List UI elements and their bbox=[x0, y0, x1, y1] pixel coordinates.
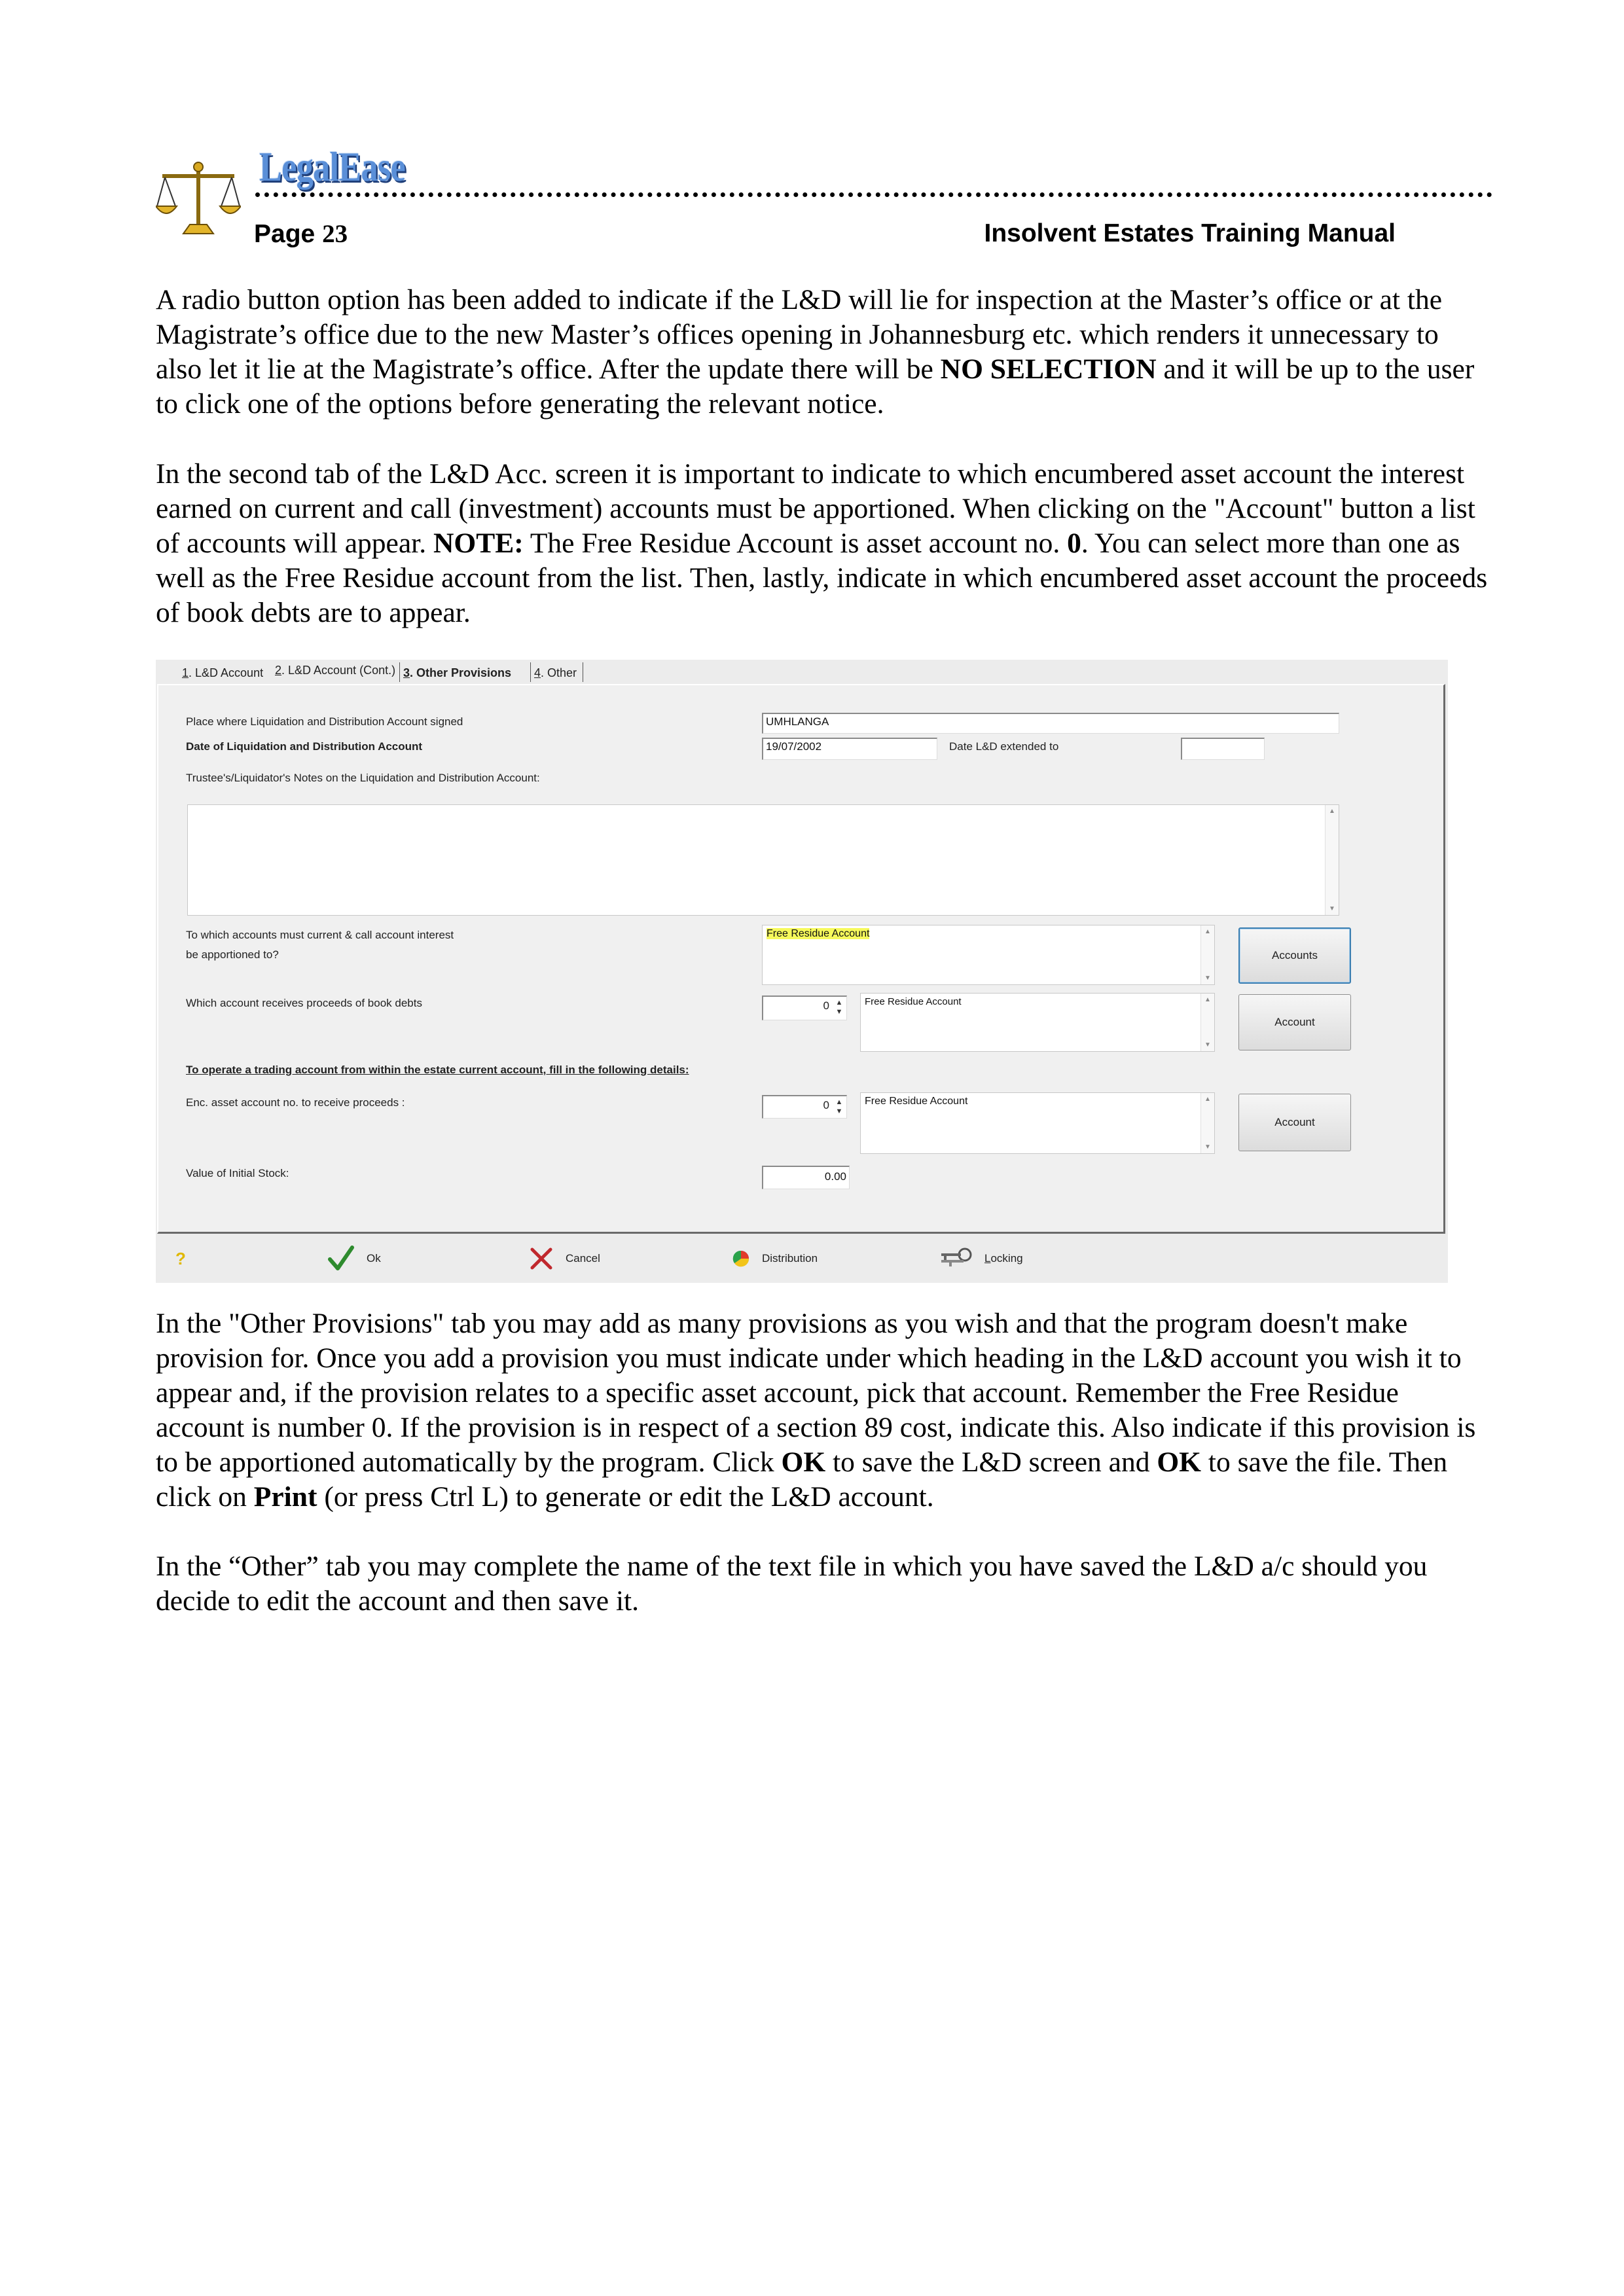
locking-label: Locking bbox=[984, 1252, 1023, 1265]
enc-asset-label: Enc. asset account no. to receive proceeds : bbox=[186, 1096, 405, 1109]
spin-arrows-icon[interactable]: ▲ ▼ bbox=[835, 999, 843, 1016]
ok-label: Ok bbox=[367, 1252, 381, 1265]
page-number-label bbox=[254, 219, 348, 249]
ld-account-window bbox=[156, 660, 1448, 1283]
text-segment: to save the file. Then click on bbox=[156, 1446, 1448, 1513]
paragraph-other-tab bbox=[156, 1549, 1491, 1619]
enc-asset-account-list[interactable] bbox=[860, 1092, 1215, 1154]
trading-account-heading: To operate a trading account from within the estate current account, fill in the following details: bbox=[186, 1064, 689, 1076]
account-button-book-debts[interactable]: Account bbox=[1238, 994, 1351, 1050]
bold-text: 0 bbox=[1067, 528, 1081, 559]
ok-button[interactable] bbox=[327, 1244, 381, 1274]
book-debts-account-number[interactable] bbox=[762, 996, 847, 1020]
manual-title: Insolvent Estates Training Manual bbox=[984, 219, 1396, 247]
account-button-enc-asset[interactable]: Account bbox=[1238, 1094, 1351, 1151]
checkmark-icon bbox=[327, 1245, 355, 1272]
tab-ld-account[interactable]: 1. L&D Account bbox=[182, 666, 264, 679]
bold-text: NOTE: bbox=[433, 528, 524, 559]
tab-other[interactable]: 4. Other bbox=[534, 666, 577, 679]
text-segment: . You can select more than one as well as the Free Residue account from the list. Then, lastly, indicate in which encumbered asset account the proceeds of book debts are to appear. bbox=[156, 528, 1488, 628]
text-segment: The Free Residue Account is asset account no. bbox=[523, 528, 1068, 559]
date-ld-label: Date of Liquidation and Distribution Account bbox=[186, 740, 423, 753]
date-extended-label: Date L&D extended to bbox=[949, 740, 1059, 753]
enc-asset-scrollbar[interactable]: ▲ ▼ bbox=[1200, 1093, 1214, 1153]
bold-text: OK bbox=[781, 1446, 826, 1478]
help-icon: ? bbox=[175, 1248, 186, 1268]
interest-label-line1: To which accounts must current & call account interest bbox=[186, 929, 454, 941]
text-segment: (or press Ctrl L) to generate or edit the L&D account. bbox=[317, 1481, 934, 1513]
bold-text: Print bbox=[253, 1481, 317, 1513]
legalease-logo-text: LegalEase bbox=[259, 143, 405, 190]
place-signed-label: Place where Liquidation and Distribution Account signed bbox=[186, 715, 463, 728]
text-segment: In the second tab of the L&D Acc. screen it is important to indicate to which encumbered asset account the interest earned on current and call (investment) accounts must be apportioned. When clicking on the "Account" button a list of accounts will appear. bbox=[156, 458, 1475, 559]
keys-lock-icon bbox=[940, 1247, 973, 1270]
page-label-word: Page bbox=[254, 220, 316, 248]
notes-label: Trustee's/Liquidator's Notes on the Liquidation and Distribution Account: bbox=[186, 772, 540, 784]
notes-scrollbar[interactable]: ▲ ▼ bbox=[1325, 805, 1339, 915]
date-ld-input[interactable]: 19/07/2002 bbox=[762, 738, 937, 760]
book-debts-account-value: Free Residue Account bbox=[865, 996, 962, 1007]
bold-text: OK bbox=[1157, 1446, 1202, 1478]
scales-logo-icon bbox=[156, 160, 241, 239]
spin-arrows-icon[interactable]: ▲ ▼ bbox=[835, 1098, 843, 1115]
place-signed-input[interactable]: UMHLANGA bbox=[762, 713, 1339, 734]
cancel-button[interactable] bbox=[529, 1244, 600, 1274]
book-debts-label: Which account receives proceeds of book debts bbox=[186, 997, 422, 1009]
book-debts-scrollbar[interactable]: ▲ ▼ bbox=[1200, 994, 1214, 1051]
accounts-button[interactable]: Accounts bbox=[1238, 927, 1351, 984]
text-segment: A radio button option has been added to indicate if the L&D will lie for inspection at the Master’s office or at the Magistrate’s office due to the new Master’s offices opening in Johannesburg etc. which renders it unnecessary to also let it lie at the Magistrate’s office. After the update there will be bbox=[156, 284, 1443, 385]
interest-scrollbar[interactable]: ▲ ▼ bbox=[1200, 925, 1214, 984]
enc-asset-number: 0 bbox=[823, 1099, 829, 1111]
pie-chart-icon bbox=[732, 1249, 750, 1268]
enc-asset-account-number[interactable] bbox=[762, 1095, 847, 1119]
interest-accounts-value: Free Residue Account bbox=[767, 928, 870, 939]
enc-asset-account-value: Free Residue Account bbox=[865, 1096, 968, 1107]
page-number: 23 bbox=[322, 220, 348, 248]
text-segment: In the "Other Provisions" tab you may add as many provisions as you wish and that the program doesn't make provision for. Once you add a provision you must indicate under which heading in the L&D account you wish it to appear and, if the provision relates to a specific asset account, pick that account. Remember the Free Residue account is number 0. If the provision is in respect of a section 89 cost, indicate this. Also indicate if this provision is to be apportioned automatically by the program. Click bbox=[156, 1308, 1476, 1478]
text-segment: In the “Other” tab you may complete the name of the text file in which you have saved the L&D a/c should you decide to edit the account and then save it. bbox=[156, 1551, 1428, 1617]
text-segment: to save the L&D screen and bbox=[825, 1446, 1157, 1478]
initial-stock-label: Value of Initial Stock: bbox=[186, 1167, 289, 1179]
interest-label-line2: be apportioned to? bbox=[186, 948, 279, 961]
header-dotted-rule bbox=[255, 192, 1492, 197]
bold-text: NO SELECTION bbox=[940, 353, 1157, 385]
interest-accounts-list[interactable] bbox=[762, 925, 1215, 985]
paragraph-second-tab bbox=[156, 457, 1491, 630]
book-debts-number: 0 bbox=[823, 999, 829, 1012]
help-button[interactable] bbox=[175, 1244, 186, 1274]
date-extended-input[interactable] bbox=[1181, 738, 1265, 760]
distribution-label: Distribution bbox=[762, 1252, 818, 1265]
locking-button[interactable] bbox=[940, 1244, 1023, 1274]
close-x-icon bbox=[529, 1246, 554, 1271]
initial-stock-input[interactable]: 0.00 bbox=[762, 1166, 850, 1189]
notes-textarea[interactable] bbox=[187, 804, 1339, 916]
tab-ld-account-cont[interactable]: 2. L&D Account (Cont.) bbox=[275, 664, 396, 677]
cancel-label: Cancel bbox=[566, 1252, 600, 1265]
paragraph-other-provisions bbox=[156, 1306, 1491, 1515]
paragraph-radio-button bbox=[156, 283, 1491, 422]
book-debts-account-list[interactable] bbox=[860, 993, 1215, 1052]
tab-other-provisions[interactable]: 3. Other Provisions bbox=[403, 666, 512, 679]
distribution-button[interactable] bbox=[732, 1244, 818, 1274]
text-segment: and it will be up to the user to click one of the options before generating the relevant notice. bbox=[156, 353, 1475, 420]
tab-panel bbox=[157, 684, 1445, 1234]
